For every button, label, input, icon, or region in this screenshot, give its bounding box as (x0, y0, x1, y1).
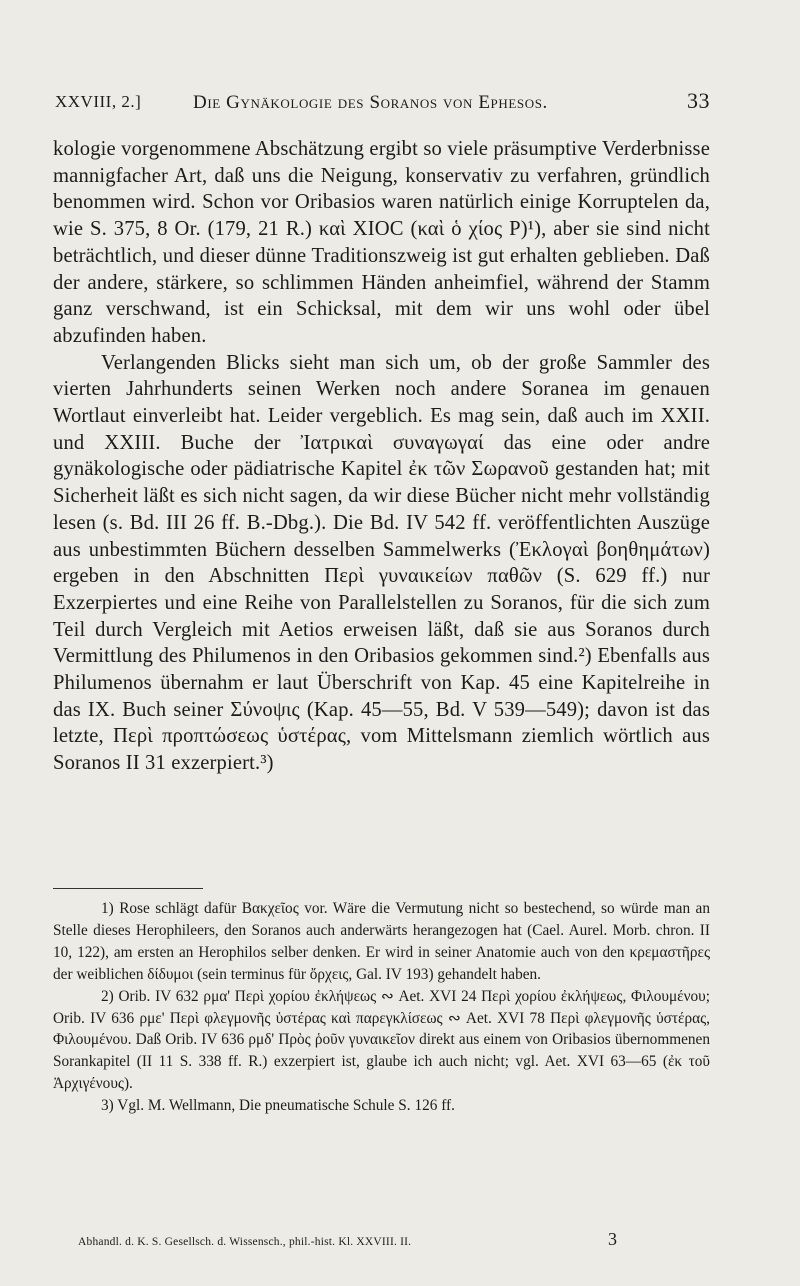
imprint-line: Abhandl. d. K. S. Gesellsch. d. Wissensch., phil.-hist. Kl. XXVIII. II. (78, 1236, 412, 1248)
main-text (53, 136, 710, 777)
header-title: Die Gynäkologie des Soranos von Ephesos. (193, 92, 548, 113)
header-volume: XXVIII, 2.] (55, 92, 142, 111)
footnote-rule (53, 888, 203, 889)
footnotes (53, 898, 710, 1117)
footnote-3: 3) Vgl. M. Wellmann, Die pneumatische Schule S. 126 ff. (101, 1097, 455, 1115)
footnote-1: 1) Rose schlägt dafür Βακχεῖος vor. Wäre die Vermutung nicht so bestechend, so würde man an Stelle dieses Herophileers, den Soranos auch anderwärts herangezogen hat (Cael. Aurel. Morb. chron. II 10, 122), am ersten an Herophilos selber denken. Er wird in seiner Anatomie auch von den κρεμαστῆρες der weiblichen δίδυμοι (sein terminus für ὄρχεις, Gal. IV 193) gehandelt haben. (53, 900, 710, 983)
page-number: 33 (687, 88, 710, 113)
running-header (55, 88, 710, 118)
paragraph-1: kologie vorgenommene Abschätzung ergibt so viele präsumptive Verderbnisse mannigfacher Art, daß uns die Neigung, konservativ zu verfahren, gründlich benommen wird. Schon vor Oribasios waren natürlich einige Korruptelen da, wie S. 375, 8 Or. (179, 21 R.) καὶ XIOC (καὶ ὁ χίος P)¹), aber sie sind nicht beträchtlich, und dieser dünne Traditionszweig ist gut erhalten geblieben. Daß der andere, stärkere, so schlimmen Händen anheimfiel, während der Stamm ganz verschwand, ist ein Schicksal, mit dem wir uns wohl oder übel abzufinden haben. (53, 138, 710, 347)
signature-mark: 3 (608, 1229, 617, 1249)
paragraph-2: Verlangenden Blicks sieht man sich um, ob der große Sammler des vierten Jahrhunderts seinen Werken noch andere Soranea im genauen Wortlaut einverleibt hat. Leider vergeblich. Es mag sein, daß auch im XXII. und XXIII. Buche der Ἰατρικαὶ συναγωγαί das eine oder andre gynäkologische oder pädiatrische Kapitel ἐκ τῶν Σωρανοῦ gestanden hat; mit Sicherheit läßt es sich nicht sagen, da wir diese Bücher nicht mehr vollständig lesen (s. Bd. III 26 ff. B.-Dbg.). Die Bd. IV 542 ff. veröffentlichten Auszüge aus unbestimmten Büchern desselben Sammelwerks (Ἐκλογαὶ βοηθημάτων) ergeben in den Abschnitten Περὶ γυναικείων παθῶν (S. 629 ff.) nur Exzerpiertes und eine Reihe von Parallelstellen zu Soranos, für die sich zum Teil durch Vergleich mit Aetios erweisen läßt, daß sie aus Soranos durch Vermittlung des Philumenos in den Oribasios gekommen sind.²) Ebenfalls aus Philumenos übernahm er laut Überschrift von Kap. 45 eine Kapitelreihe in das IX. Buch seiner Σύνοψις (Kap. 45—55, Bd. V 539—549); davon ist das letzte, Περὶ προπτώσεως ὑστέρας, vom Mittelsmann ziemlich wörtlich aus Soranos II 31 exzerpiert.³) (53, 351, 710, 775)
footnote-2: 2) Orib. IV 632 ρμα' Περὶ χορίου ἐκλήψεως ∾ Aet. XVI 24 Περὶ χορίου ἐκλήψεως, Φιλουμένου; Orib. IV 636 ρμε' Περὶ φλεγμονῆς ὑστέρας καὶ παρεγκλίσεως ∾ Aet. XVI 78 Περὶ φλεγμονῆς ὑστέρας, Φιλουμένου. Daß Orib. IV 636 ρμδ' Πρὸς ῥοῦν γυναικεῖον direkt aus einem von Oribasios übernommenen Sorankapitel (II 11 S. 338 ff. R.) exzerpiert ist, glaube ich auch nicht; vgl. Aet. XVI 63—65 (ἐκ τοῦ Ἀρχιγένους). (53, 987, 710, 1093)
